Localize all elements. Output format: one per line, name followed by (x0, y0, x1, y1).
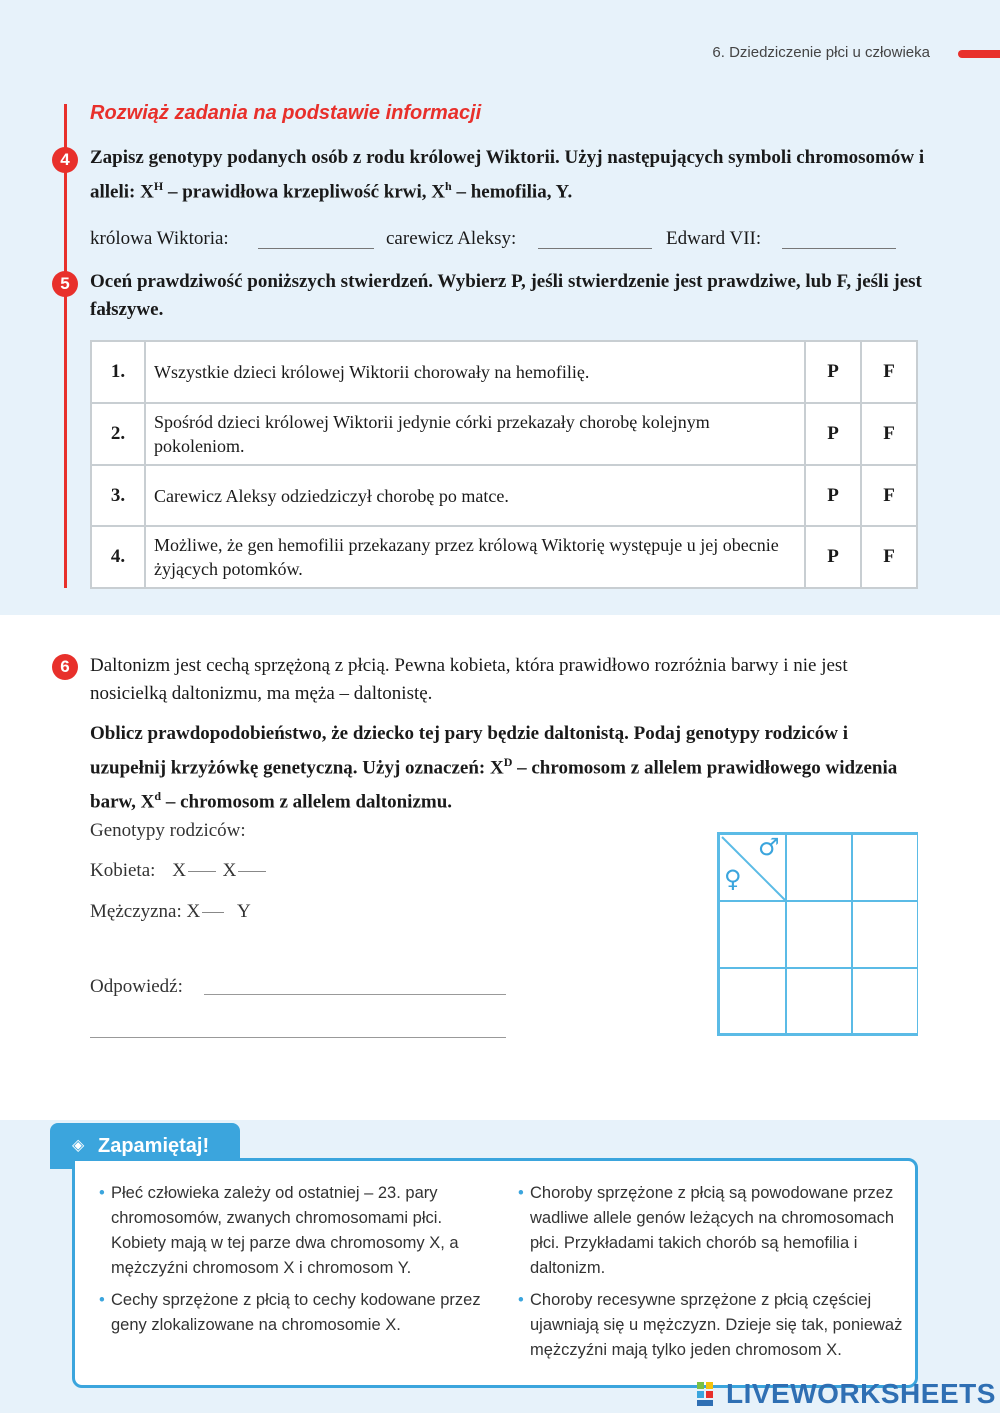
chromosome-x: X (186, 901, 201, 922)
table-row (91, 403, 917, 465)
statement-text: Wszystkie dzieci królowej Wiktorii chorowały na hemofilię. (145, 341, 805, 403)
male-icon: ♂ (758, 833, 780, 861)
false-option-button[interactable]: F (861, 526, 917, 588)
female-icon: ♀ (724, 865, 742, 893)
answer-input-line-1[interactable] (204, 994, 506, 995)
answer-label: Odpowiedź: (90, 976, 183, 997)
chromosome-x: X (222, 860, 237, 881)
man-allele-input[interactable] (202, 912, 224, 913)
task-6-question: Oblicz prawdopodobieństwo, że dziecko tej pary będzie daltonistą. Podaj genotypy rodziców i uzupełnij krzyżówkę genetyczną. Użyj oznaczeń: $X^D$ – chromosom z allelem prawidłowego widzenia barw, $X^d$ – chromosom z allelem daltonizmu. (90, 723, 898, 813)
logo-text: LIVEWORKSHEETS (726, 1378, 996, 1409)
true-option-button[interactable]: P (805, 403, 861, 465)
woman-genotype-row (90, 860, 268, 882)
row-number: 2. (91, 403, 145, 465)
remember-point: • Cechy sprzężone z płcią to cechy kodowane przez geny zlokalizowane na chromosomie X. (99, 1288, 483, 1338)
man-label: Mężczyzna: (90, 901, 182, 922)
true-false-table (90, 340, 918, 589)
parents-genotypes-label: Genotypy rodziców: (90, 820, 246, 841)
remember-title: Zapamiętaj! (98, 1135, 210, 1157)
remember-point: • Choroby recesywne sprzężone z płcią częściej ujawniają się u mężczyzn. Dzieje się tak, ponieważ mężczyźni mają tylko jeden chromosom X. (518, 1288, 908, 1363)
punnett-female-gamete-1[interactable] (719, 901, 786, 968)
header-accent-bar (958, 50, 1000, 58)
punnett-header-corner (719, 834, 786, 901)
section-marker-line (64, 104, 67, 588)
false-option-button[interactable]: F (861, 341, 917, 403)
table-row (91, 526, 917, 588)
field-label-queen-victoria: królowa Wiktoria: (90, 228, 229, 249)
punnett-offspring-cell[interactable] (852, 968, 918, 1034)
false-option-button[interactable]: F (861, 403, 917, 465)
true-option-button[interactable]: P (805, 341, 861, 403)
punnett-offspring-cell[interactable] (852, 901, 918, 968)
remember-left-column (99, 1181, 483, 1345)
punnett-male-gamete-2[interactable] (852, 834, 918, 901)
answer-input-line-2[interactable] (90, 1037, 506, 1038)
punnett-square (717, 832, 918, 1036)
genotype-input-edward-vii[interactable] (782, 228, 896, 249)
punnett-offspring-cell[interactable] (786, 968, 852, 1034)
chromosome-x: X (172, 860, 186, 881)
task-6-badge: 6 (52, 654, 78, 680)
task-5-badge: 5 (52, 271, 78, 297)
liveworksheets-logo (696, 1378, 996, 1410)
remember-point: • Choroby sprzężone z płcią są powodowane przez wadliwe allele genów leżących na chromosomach płci. Przykładami takich chorób są hemofilia i daltonizm. (518, 1181, 908, 1281)
statement-text: Możliwe, że gen hemofilii przekazany przez królową Wiktorię występuje u jej obecnie żyjących potomków. (145, 526, 805, 588)
punnett-male-gamete-1[interactable] (786, 834, 852, 901)
punnett-female-gamete-2[interactable] (719, 968, 786, 1034)
table-row (91, 341, 917, 403)
statement-text: Carewicz Aleksy odziedziczył chorobę po matce. (145, 465, 805, 526)
true-option-button[interactable]: P (805, 526, 861, 588)
table-row (91, 465, 917, 526)
row-number: 3. (91, 465, 145, 526)
task-4-badge: 4 (52, 147, 78, 173)
layers-icon: ◈ (72, 1137, 85, 1154)
task-5-instruction: Oceń prawdziwość poniższych stwierdzeń. Wybierz P, jeśli stwierdzenie jest prawdziwe, lub F, jeśli jest fałszywe. (90, 271, 922, 320)
statement-text: Spośród dzieci królowej Wiktorii jedynie córki przekazały chorobę kolejnym pokoleniom. (145, 403, 805, 465)
task-4-instruction: Zapisz genotypy podanych osób z rodu królowej Wiktorii. Użyj następujących symboli chromosomów i alleli: $X^H$ – prawidłowa krzepliwość krwi, $X^h$ – hemofilia, Y. (90, 147, 925, 203)
woman-allele-1-input[interactable] (188, 871, 216, 872)
genotype-input-queen-victoria[interactable] (258, 228, 374, 249)
punnett-offspring-cell[interactable] (786, 901, 852, 968)
true-option-button[interactable]: P (805, 465, 861, 526)
genotype-input-tsarevich-alexei[interactable] (538, 228, 652, 249)
section-title: Rozwiąż zadania na podstawie informacji (90, 102, 482, 124)
chromosome-y: Y (237, 901, 251, 922)
logo-mark-icon (696, 1381, 722, 1407)
remember-box (72, 1158, 918, 1388)
woman-label: Kobieta: (90, 860, 156, 881)
remember-point: • Płeć człowieka zależy od ostatniej – 23. pary chromosomów, zwanych chromosomami płci. Kobiety mają w tej parze dwa chromosomy X, a mężczyźni chromosom X i chromosom Y. (99, 1181, 483, 1281)
man-genotype-row (90, 901, 251, 923)
remember-right-column (518, 1181, 908, 1370)
row-number: 1. (91, 341, 145, 403)
chapter-header: 6. Dziedziczenie płci u człowieka (712, 44, 930, 61)
false-option-button[interactable]: F (861, 465, 917, 526)
field-label-tsarevich-alexei: carewicz Aleksy: (386, 228, 517, 249)
field-label-edward-vii: Edward VII: (666, 228, 762, 249)
woman-allele-2-input[interactable] (238, 871, 266, 872)
task-6-intro: Daltonizm jest cechą sprzężoną z płcią. Pewna kobieta, która prawidłowo rozróżnia barwy i nie jest nosicielką daltonizmu, ma męża – daltonistę. (90, 655, 848, 704)
row-number: 4. (91, 526, 145, 588)
